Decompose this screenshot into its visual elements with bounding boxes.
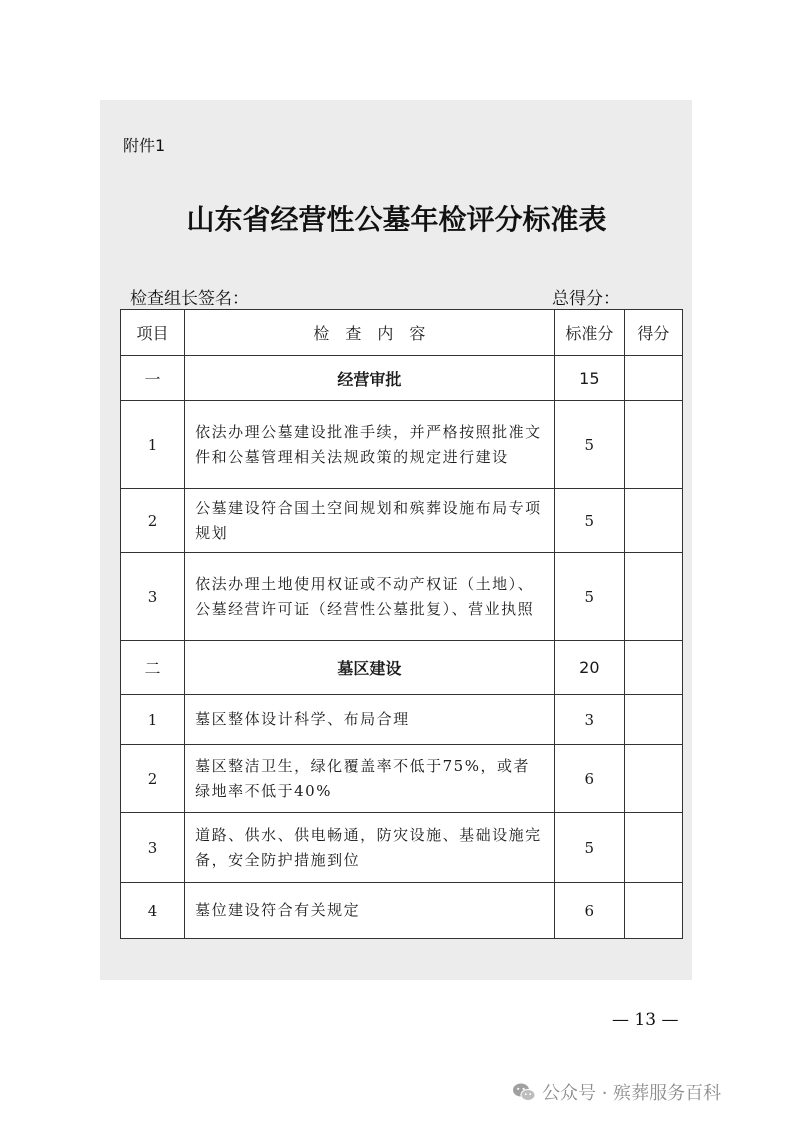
header-item: 项目 (121, 310, 185, 356)
item-points: 5 (554, 553, 624, 641)
table-row (121, 553, 683, 641)
watermark-text: 公众号 · 殡葬服务百科 (542, 1083, 722, 1104)
item-content: 道路、供水、供电畅通，防灾设施、基础设施完备，安全防护措施到位 (185, 813, 555, 883)
page-number: — 13 — (612, 1010, 679, 1030)
item-content: 墓区整体设计科学、布局合理 (185, 695, 555, 745)
item-number: 3 (121, 813, 185, 883)
item-points: 3 (554, 695, 624, 745)
table-row (121, 883, 683, 939)
score-cell[interactable] (624, 745, 682, 813)
score-cell[interactable] (624, 489, 682, 553)
total-score-label: 总得分： (552, 289, 620, 309)
section-row (121, 356, 683, 401)
score-cell[interactable] (624, 401, 682, 489)
score-cell[interactable] (624, 883, 682, 939)
header-standard: 标准分 (554, 310, 624, 356)
item-content: 墓位建设符合有关规定 (185, 883, 555, 939)
watermark (512, 1079, 721, 1105)
table-row (121, 813, 683, 883)
item-content: 墓区整洁卫生，绿化覆盖率不低于75%，或者绿地率不低于40% (185, 745, 555, 813)
item-number: 3 (121, 553, 185, 641)
attachment-label: 附件1 (123, 136, 166, 155)
wechat-icon (512, 1082, 536, 1102)
item-points: 5 (554, 401, 624, 489)
item-number: 1 (121, 401, 185, 489)
score-cell[interactable] (624, 641, 682, 695)
item-content: 依法办理公墓建设批准手续，并严格按照批准文件和公墓管理相关法规政策的规定进行建设 (185, 401, 555, 489)
leader-signature-label: 检查组长签名： (130, 289, 249, 309)
item-number: 1 (121, 695, 185, 745)
table-row (121, 489, 683, 553)
score-cell[interactable] (624, 695, 682, 745)
item-number: 4 (121, 883, 185, 939)
section-points: 15 (554, 356, 624, 401)
table-row (121, 401, 683, 489)
section-label: 一 (121, 356, 185, 401)
table-header-row (121, 310, 683, 356)
document-title: 山东省经营性公墓年检评分标准表 (186, 203, 607, 236)
header-content: 检 查 内 容 (185, 310, 555, 356)
score-cell[interactable] (624, 553, 682, 641)
item-points: 5 (554, 489, 624, 553)
table-row (121, 695, 683, 745)
section-title: 墓区建设 (185, 641, 555, 695)
item-points: 6 (554, 883, 624, 939)
section-title: 经营审批 (185, 356, 555, 401)
item-content: 公墓建设符合国土空间规划和殡葬设施布局专项规划 (185, 489, 555, 553)
scoring-table (120, 309, 683, 939)
table-row (121, 745, 683, 813)
section-label: 二 (121, 641, 185, 695)
section-points: 20 (554, 641, 624, 695)
item-points: 6 (554, 745, 624, 813)
item-points: 5 (554, 813, 624, 883)
score-cell[interactable] (624, 813, 682, 883)
item-content: 依法办理土地使用权证或不动产权证（土地）、公墓经营许可证（经营性公墓批复）、营业执照 (185, 553, 555, 641)
item-number: 2 (121, 489, 185, 553)
header-score: 得分 (624, 310, 682, 356)
section-row (121, 641, 683, 695)
item-number: 2 (121, 745, 185, 813)
score-cell[interactable] (624, 356, 682, 401)
